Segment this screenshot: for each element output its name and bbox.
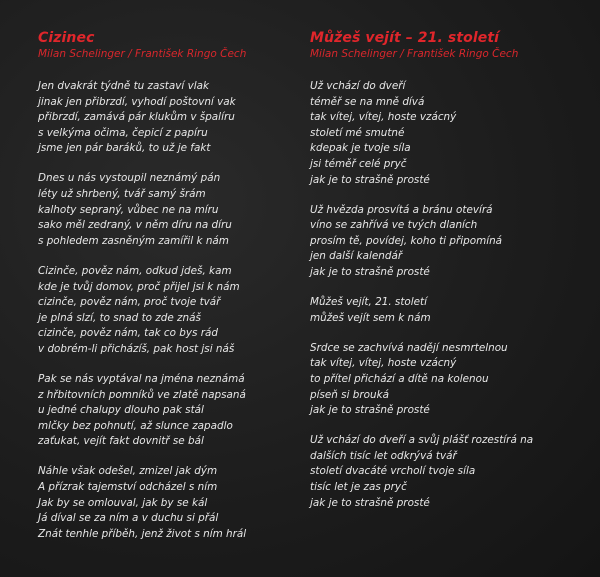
- lyric-line: A přízrak tajemství odcházel s ním: [38, 481, 218, 494]
- lyric-line: je plná slzí, to snad to zde znáš: [38, 311, 201, 324]
- lyric-line: cizinče, pověz nám, tak co bys rád: [38, 327, 218, 340]
- lyric-line: Jak by se omlouval, jak by se kál: [38, 496, 208, 509]
- stanza: [38, 171, 288, 249]
- lyric-line: prosím tě, povídej, koho ti připomíná: [310, 234, 503, 247]
- lyric-line: sako měl zedraný, v něm díru na díru: [38, 219, 232, 232]
- lyric-line: přibrzdí, zamává pár klukům v špalíru: [38, 111, 235, 124]
- lyric-line: jsme jen pár baráků, to už je fakt: [38, 142, 211, 155]
- lyric-line: léty už shrbený, tvář samý šrám: [38, 188, 206, 201]
- stanza: [38, 79, 288, 157]
- stanza: [38, 464, 288, 542]
- lyric-line: jak je to strašně prosté: [310, 496, 430, 509]
- lyric-line: století dvacáté vrcholí tvoje síla: [310, 465, 476, 478]
- lyric-line: jak je to strašně prosté: [310, 404, 430, 417]
- lyric-line: jsi téměř celé pryč: [310, 157, 407, 170]
- lyric-line: jen další kalendář: [310, 250, 403, 263]
- lyric-line: Znát tenhle příběh, jenž život s ním hrál: [38, 527, 247, 540]
- lyric-line: dalších tisíc let odkrývá tvář: [310, 449, 457, 462]
- lyric-line: kdepak je tvoje síla: [310, 142, 411, 155]
- lyric-line: jinak jen přibrzdí, vyhodí poštovní vak: [38, 95, 236, 108]
- lyric-line: Už vchází do dveří: [310, 80, 406, 92]
- lyric-line: Už hvězda prosvítá a bránu otevírá: [310, 203, 493, 216]
- lyric-line: Já díval se za ním a v duchu si přál: [38, 512, 219, 525]
- lyric-line: Už vchází do dveří a svůj plášť rozestírá na: [310, 434, 534, 447]
- stanza: [38, 372, 288, 450]
- lyric-line: cizinče, pověz nám, proč tvoje tvář: [38, 296, 221, 309]
- lyric-line: zaťukat, vejít fakt dovnitř se bál: [38, 435, 204, 448]
- lyric-line: tak vítej, vítej, hoste vzácný: [310, 111, 457, 124]
- lyric-line: mlčky bez pohnutí, až slunce zapadlo: [38, 419, 233, 432]
- song-credits: Milan Schelinger / František Ringo Čech: [38, 48, 247, 60]
- stanza: [38, 264, 288, 358]
- lyric-line: s pohledem zasněným zamířil k nám: [38, 234, 229, 247]
- lyric-line: u jedné chalupy dlouho pak stál: [38, 404, 204, 417]
- lyric-line: Jen dvakrát týdně tu zastaví vlak: [38, 80, 209, 92]
- song-title: Můžeš vejít – 21. století: [310, 30, 500, 46]
- lyric-line: tak vítej, vítej, hoste vzácný: [310, 357, 457, 370]
- lyric-line: jak je to strašně prosté: [310, 173, 430, 186]
- lyric-line: Dnes u nás vystoupil neznámý pán: [38, 172, 221, 185]
- lyric-line: to přítel přichází a dítě na kolenou: [310, 373, 489, 385]
- song-title: Cizinec: [38, 30, 95, 46]
- lyric-line: kalhoty sepraný, vůbec ne na míru: [38, 203, 219, 216]
- stanza: [310, 341, 590, 419]
- stanza: [310, 203, 590, 281]
- stanza: [310, 433, 590, 511]
- lyric-line: téměř se na mně dívá: [310, 95, 425, 108]
- lyric-line: s velkýma očima, čepicí z papíru: [38, 126, 208, 139]
- song-column-cizinec: [38, 30, 288, 557]
- lyric-line: z hřbitovních pomníků ve zlatě napsaná: [38, 388, 246, 401]
- lyric-line: víno se zahřívá ve tvých dlaních: [310, 219, 478, 232]
- lyric-line: kde je tvůj domov, proč přijel jsi k nám: [38, 280, 240, 293]
- lyric-line: Cizinče, pověz nám, odkud jdeš, kam: [38, 264, 232, 277]
- stanza: [310, 295, 590, 326]
- lyric-line: Pak se nás vyptával na jména neznámá: [38, 373, 245, 385]
- song-credits: Milan Schelinger / František Ringo Čech: [310, 48, 519, 60]
- lyric-line: v dobrém-li přicházíš, pak host jsi náš: [38, 342, 235, 355]
- lyrics: [38, 79, 288, 542]
- lyric-line: Náhle však odešel, zmizel jak dým: [38, 465, 218, 478]
- lyrics: [310, 79, 590, 511]
- lyric-line: Srdce se zachvívá nadějí nesmrtelnou: [310, 341, 508, 354]
- lyric-line: století mé smutné: [310, 126, 405, 139]
- lyric-line: jak je to strašně prosté: [310, 266, 430, 279]
- lyric-line: tisíc let je zas pryč: [310, 481, 407, 494]
- stanza: [310, 79, 590, 188]
- lyric-line: píseň si brouká: [310, 388, 389, 401]
- song-column-muzes-vejit: [310, 30, 590, 526]
- lyric-line: můžeš vejít sem k nám: [310, 311, 431, 324]
- lyric-line: Můžeš vejít, 21. století: [310, 296, 428, 309]
